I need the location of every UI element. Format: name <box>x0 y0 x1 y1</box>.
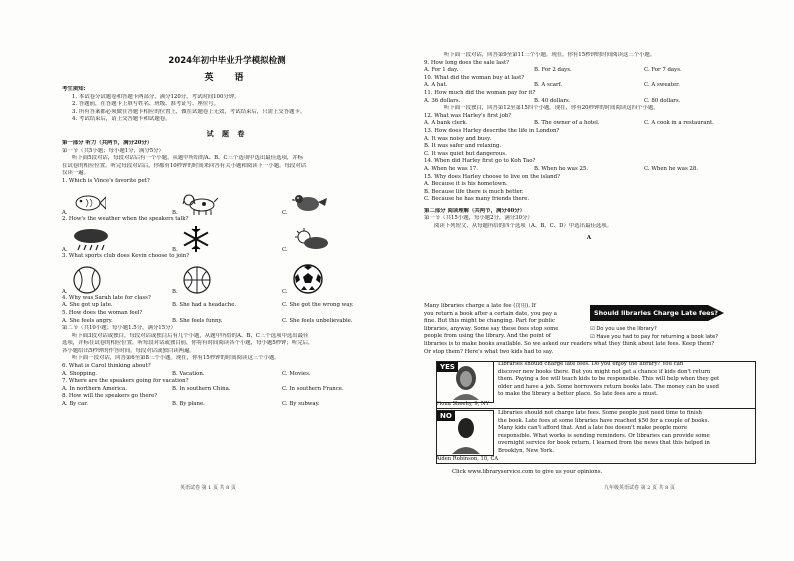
question-12: 12. What was Harley's first job? <box>424 112 512 119</box>
basketball-icon <box>182 265 212 295</box>
q11-options <box>424 98 754 106</box>
q1-images <box>62 186 392 216</box>
option-b: B. The owner of a hotel. <box>534 120 600 127</box>
option-c: C. By subway. <box>282 401 320 408</box>
option-a: A. A hat. <box>424 82 448 89</box>
notice-item: 2. 答题前，在答题卡上填写姓名、班级、准考证号、座位号。 <box>72 101 220 108</box>
notice-item: 1. 本试卷分试题卷和答题卡两部分，满分120分，考试时间100分钟。 <box>72 93 240 100</box>
question-8: 8. How will the speakers go there? <box>62 393 158 400</box>
subject-title: 英 语 <box>204 73 250 83</box>
passage-line: Many libraries charge a late fee (罚用). If <box>424 303 536 309</box>
question-2: 2. How's the weather when the speakers talk? <box>62 215 189 222</box>
banner-title: Should libraries Charge Late fees? <box>594 309 719 317</box>
notice-item: 4. 考试结束后，请上交答题卡和试题卷。 <box>72 116 171 123</box>
q3-images <box>62 261 392 295</box>
question-4: 4. Why was Sarah late for class? <box>62 294 151 301</box>
option-c: C. She got the wrong way. <box>282 302 354 309</box>
option-label: A. <box>62 288 68 295</box>
question-3: 3. What sports club does Kevin choose to join? <box>62 253 190 260</box>
option-c: C. Because he has many friends there. <box>424 196 530 203</box>
passage-line: you return a book after a certain date, you pay a <box>424 310 557 317</box>
option-a: A. Because it is his hometown. <box>424 181 508 188</box>
option-label: B. <box>172 247 178 254</box>
yes-line: them. Paying a fee will teach kids to be responsible. This will help when they get <box>498 376 720 383</box>
question-1: 1. Which is Vince's favorite pet? <box>62 177 150 184</box>
passage-line: libraries is to make books available. So we asked our readers what they think about late fees. Keep them? <box>424 341 715 347</box>
no-line: overnight service for book return. I learned from the news that this helped in <box>498 440 710 447</box>
option-b: B. 40 dollars. <box>534 97 571 104</box>
intro-line: 听下面一段对话，回答第9至第11三个小题。现在，你有15秒钟的时间阅读这三个小题。 <box>444 52 656 58</box>
no-photo-box <box>436 410 494 456</box>
yes-line: to make the library a better place. So late fees are a must. <box>498 391 658 398</box>
passage-intro <box>424 303 584 341</box>
option-c: C. A cook in a restaurant. <box>644 120 714 127</box>
soccer-ball-icon <box>292 263 324 295</box>
option-a: A. By car. <box>62 401 88 408</box>
no-line: Libraries should not charge late fees. Some people just need time to finish <box>498 410 702 416</box>
option-a: A. In northern America. <box>62 385 127 392</box>
part2-heading: 第二部分 阅读理解（共两节，满分40分） <box>424 207 526 214</box>
passage-line: people from using the library. And the point of <box>424 333 551 340</box>
option-a: A. Shopping. <box>62 370 97 377</box>
intro-line: 听下面一段独白，回答第12至第15四个小题。现在，你有20秒钟的时间阅读这四个小题。 <box>444 105 659 112</box>
q8-options <box>62 401 392 409</box>
divider <box>436 408 756 409</box>
option-b: B. A scarf. <box>534 82 563 89</box>
section2-heading: 第二节（共10小题；每小题1.5分，满分15分） <box>62 325 176 332</box>
rain-cloud-icon <box>72 227 110 253</box>
option-label: B. <box>172 288 178 295</box>
passage-line: libraries, anyway. Some say these fees stop some <box>424 325 559 332</box>
instruction-line: 听下面5段对话，每段对话后有一个小题，从题中所给的A、B、C三个选项中选出最佳选项，并标 <box>72 155 304 162</box>
yes-photo-box <box>436 361 494 403</box>
option-b: B. Because life there is much better. <box>424 188 524 195</box>
poll <box>590 325 718 341</box>
no-text <box>498 410 756 456</box>
passage-label: A <box>586 234 592 241</box>
question-6: 6. What is Carol thinking about? <box>62 363 151 370</box>
checkbox-icon: ☑ <box>590 326 595 332</box>
bird-icon <box>292 190 328 216</box>
instruction-line: 听下面3段对话或独白，每段对话或独白后有几个小题，从题中所给的A、B、C三个选项中选出最佳 <box>72 332 309 339</box>
yes-text <box>498 361 756 399</box>
boy-portrait <box>451 414 481 454</box>
option-a: A. It was noisy and busy. <box>424 135 492 142</box>
option-b: B. She feels funny. <box>172 317 223 324</box>
q4-options <box>62 302 392 310</box>
dog-icon <box>182 190 218 216</box>
left-column <box>62 86 392 409</box>
question-10: 10. What did the woman buy at last? <box>424 74 525 81</box>
option-c: C. Movies. <box>282 370 311 377</box>
option-a: A. A bank clerk. <box>424 120 468 127</box>
yes-line: Libraries should charge late fees. Do you enjoy the library? You can <box>498 361 684 367</box>
no-tag: NO <box>437 411 455 421</box>
q12-options <box>424 120 754 128</box>
option-label: A. <box>62 209 68 216</box>
option-b: B. When he was 25. <box>534 165 589 172</box>
snowflake-icon <box>182 225 210 253</box>
notice-item: 3. 所有答案都必须做在答题卡相应的位置上，做在试题卷上无效，考试结束后，只需上交答题卡。 <box>72 108 306 115</box>
right-column <box>424 52 754 242</box>
part2-section: 第一节（共15小题，每小题2分，满分30分） <box>424 215 533 222</box>
page-footer-right: 九年级英语试卷 第 2 页 共 8 页 <box>604 485 675 491</box>
poll-question: Have you had to pay for returning a book late? <box>596 334 718 340</box>
question-14: 14. When did Harley first go to Koh Tao? <box>424 158 536 165</box>
option-a: A. She feels angry. <box>62 317 113 324</box>
no-line: Many kids can't afford that. And a late fee doesn't make people more <box>498 425 688 432</box>
instruction-line: 各小题给出5秒钟的作答时间。每段对话或独白读两遍。 <box>62 347 195 354</box>
baseball-icon <box>72 265 102 295</box>
checkbox-icon: ☑ <box>590 334 595 340</box>
notice-heading: 考生须知: <box>62 86 86 92</box>
instruction-line: 选项，并标在试卷的相应位置。听每段对话或独白前，你将有时间阅读各个小题，每小题5秒钟；听完后， <box>62 340 314 347</box>
option-b: B. It was safer and relaxing. <box>424 143 502 150</box>
page-footer-left: 英语试卷 第 1 页 共 8 页 <box>180 485 236 491</box>
option-b: B. She had a headache. <box>172 302 237 309</box>
option-label: C. <box>282 288 288 295</box>
question-13: 13. How does Harley describe the life in London? <box>424 127 560 134</box>
q14-options <box>424 166 754 174</box>
option-label: B. <box>172 209 178 216</box>
option-label: A. <box>62 247 68 254</box>
q9-options <box>424 67 754 75</box>
option-a: A. For 1 day. <box>424 67 459 74</box>
q2-images <box>62 223 392 253</box>
girl-portrait <box>451 364 481 400</box>
option-label: C. <box>282 247 288 254</box>
poll-question: Do you use the library? <box>596 326 657 332</box>
no-line: Brooklyn, New York. <box>498 447 555 454</box>
option-c: C. When he was 28. <box>644 165 699 172</box>
option-c: C. A sweater. <box>644 82 680 89</box>
question-15: 15. Why does Harley choose to live on the island? <box>424 173 560 180</box>
option-b: B. By plane. <box>172 401 205 408</box>
part1-heading: 第一部分 听力（共两节，满分20分） <box>62 139 153 146</box>
question-9: 9. How long does the sale last? <box>424 59 510 66</box>
option-c: C. It was quiet but dangerous. <box>424 150 507 157</box>
no-line: responsible. What works is sending reminders. Or libraries can provide some <box>498 432 710 439</box>
question-11: 11. How much did the woman pay for it? <box>424 89 536 96</box>
option-a: A. When he was 17. <box>424 165 478 172</box>
instruction-line: 听下面一段对话，回答第6至第8三个小题。现在，你有15秒钟的时间阅读这三个小题。 <box>72 355 280 362</box>
option-c: C. For 7 days. <box>644 67 682 74</box>
option-c: C. 80 dollars. <box>644 97 681 104</box>
passage-continue <box>424 341 754 356</box>
part2-instruction: 阅读下列短文，从每题所给的四个选项（A、B、C、D）中选出最佳选项。 <box>434 223 613 230</box>
question-5: 5. How does the woman feel? <box>62 309 143 316</box>
yes-line: older and have a job. Some borrowers return books late. The money can be used <box>498 383 719 390</box>
no-name: Aiden Robinson, 10, CA <box>436 456 499 462</box>
passage-line: Or stop them? Here's what two kids had to say. <box>424 348 554 355</box>
no-line: the book. Late fees at some libraries have reached $50 for a couple of books. <box>498 417 710 424</box>
yes-tag: YES <box>437 362 458 372</box>
section1-heading: 第一节（共5小题；每小题1分，满分5分） <box>62 147 164 154</box>
option-a: A. She got up late. <box>62 302 113 309</box>
option-label: C. <box>282 209 288 216</box>
option-b: B. Vacation. <box>172 370 205 377</box>
option-b: B. In southern China. <box>172 385 231 392</box>
click-line: Click www.libraryservice.com to give us your opinions. <box>452 469 603 475</box>
instruction-line: 在试卷的相应位置。听完每段对话后，你都有10秒钟的时间来回答有关小题和阅读下一小题。每段对话 <box>62 162 307 169</box>
instruction-line: 仅读一遍。 <box>62 170 89 177</box>
yes-line: discover new books there. But you might not get a chance if kids don't return <box>498 368 711 375</box>
exam-title: 2024年初中毕业升学模拟检测 <box>168 56 286 66</box>
q5-options <box>62 318 392 326</box>
q10-options <box>424 82 754 90</box>
option-c: C. In southern France. <box>282 385 344 392</box>
option-a: A. 36 dollars. <box>424 97 461 104</box>
option-c: C. She feels unbelievable. <box>282 317 353 324</box>
fish-icon <box>72 190 106 216</box>
option-b: B. For 2 days. <box>534 67 572 74</box>
q7-options <box>62 386 392 394</box>
cloudy-sun-icon <box>292 227 330 253</box>
yes-name: Fiona Sheehy, 9, NY <box>436 401 489 407</box>
q6-options <box>62 371 392 379</box>
paper-title: 试 题 卷 <box>206 128 248 138</box>
question-7: 7. Where are the speakers going for vacation? <box>62 378 189 385</box>
passage-line: fine. But this might be changing. Part for public <box>424 318 555 325</box>
